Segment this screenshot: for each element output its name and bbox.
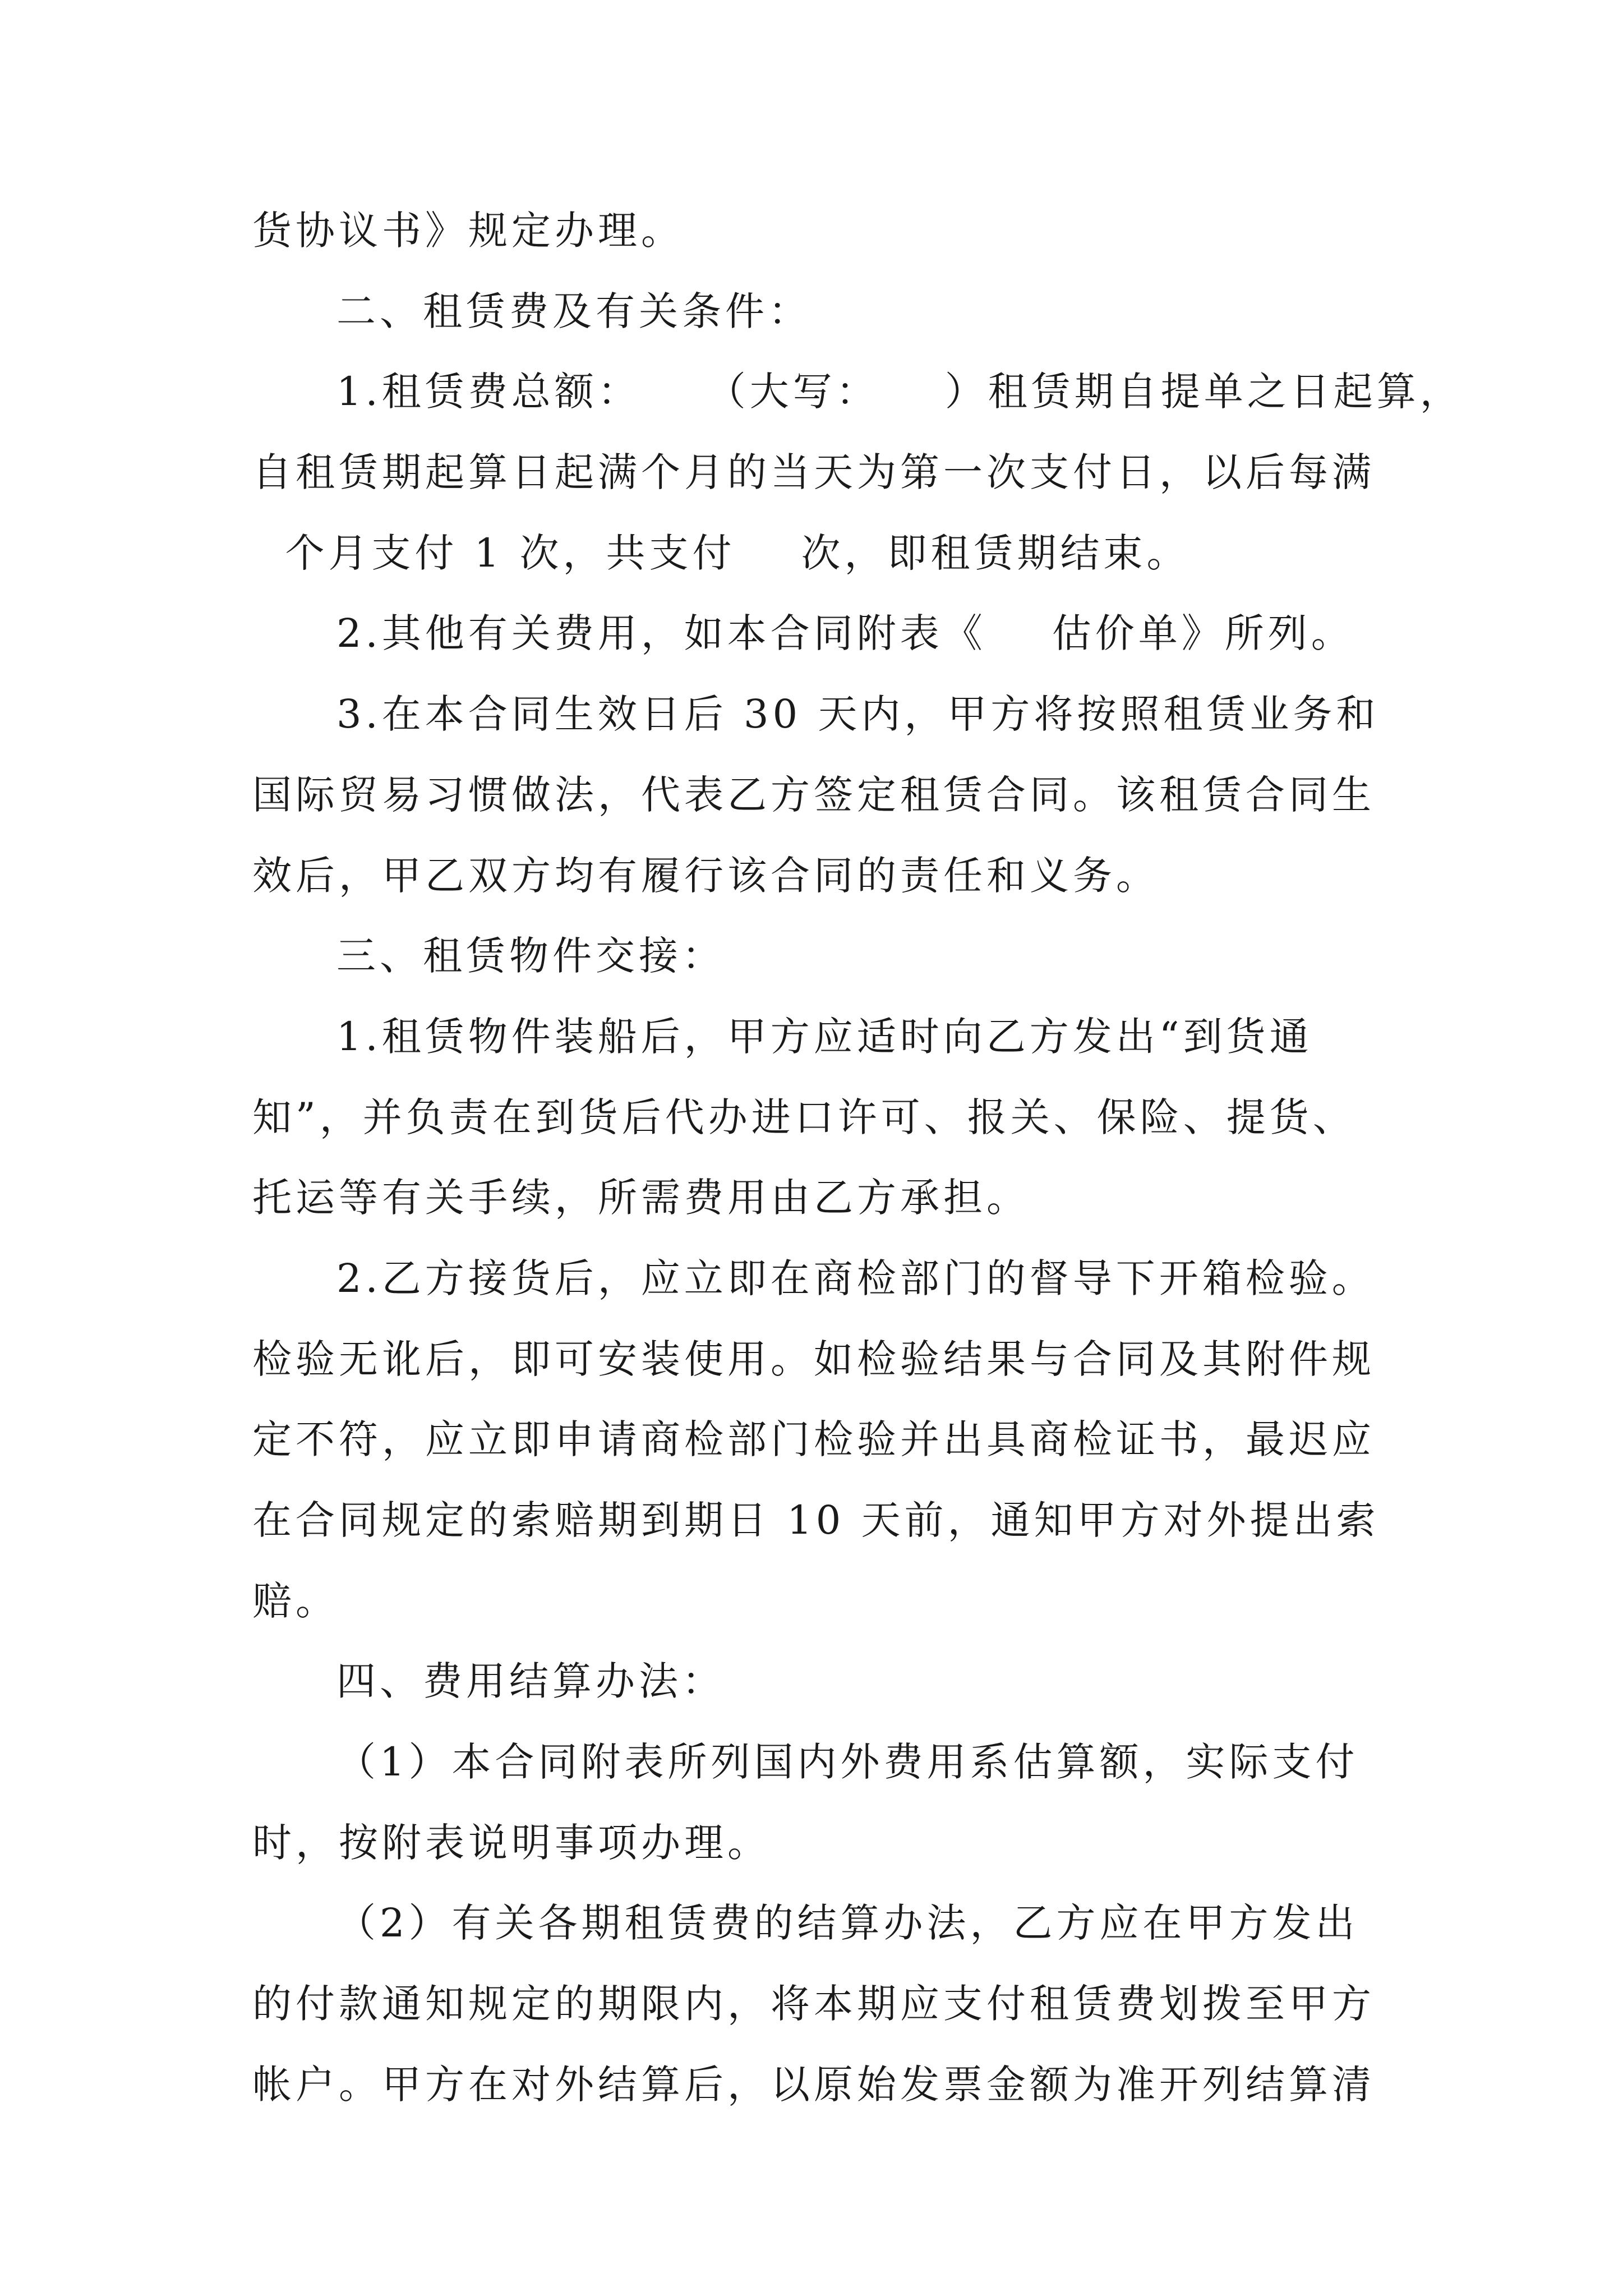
text-line: 定不符，应立即申请商检部门检验并出具商检证书，最迟应 [252, 1416, 1375, 1463]
text-line: 2.其他有关费用，如本合同附表《 估价单》所列。 [336, 610, 1354, 657]
text-line: 检验无讹后，即可安装使用。如检验结果与合同及其附件规 [252, 1336, 1375, 1382]
text-line: 2.乙方接货后，应立即在商检部门的督导下开箱检验。 [336, 1255, 1375, 1301]
text-line: 时，按附表说明事项办理。 [252, 1819, 771, 1866]
text-line: 个月支付 1 次，共支付 次，即租赁期结束。 [252, 530, 1190, 576]
section-heading-4: 四、费用结算办法： [336, 1658, 725, 1705]
text-line: 帐户。甲方在对外结算后，以原始发票金额为准开列结算清 [252, 2061, 1375, 2108]
text-line: 3.在本合同生效日后 30 天内，甲方将按照租赁业务和 [336, 691, 1380, 738]
text-line: 赔。 [252, 1577, 339, 1624]
text-line: 托运等有关手续，所需费用由乙方承担。 [252, 1175, 1030, 1221]
section-heading-2: 二、租赁费及有关条件： [336, 288, 811, 334]
text-line: 国际贸易习惯做法，代表乙方签定租赁合同。该租赁合同生 [252, 771, 1375, 818]
text-line: 效后，甲乙双方均有履行该合同的责任和义务。 [252, 852, 1159, 899]
text-line: 的付款通知规定的期限内，将本期应支付租赁费划拨至甲方 [252, 1981, 1375, 2027]
text-line: （1）本合同附表所列国内外费用系估算额，实际支付 [336, 1739, 1359, 1786]
text-line: 1.租赁物件装船后，甲方应适时向乙方发出“到货通 [336, 1013, 1313, 1060]
text-line: 知”，并负责在到货后代办进口许可、报关、保险、提货、 [252, 1094, 1356, 1140]
text-line: （2）有关各期租赁费的结算办法，乙方应在甲方发出 [336, 1900, 1359, 1947]
text-line: 1.租赁费总额： （大写： ）租赁期自提单之日起算， [336, 369, 1463, 415]
section-heading-3: 三、租赁物件交接： [336, 933, 725, 979]
text-line: 自租赁期起算日起满个月的当天为第一次支付日，以后每满 [252, 449, 1375, 496]
text-line: 货协议书》规定办理。 [252, 208, 684, 254]
text-line: 在合同规定的索赔期到期日 10 天前，通知甲方对外提出索 [252, 1497, 1380, 1543]
document-body [252, 191, 1463, 2125]
